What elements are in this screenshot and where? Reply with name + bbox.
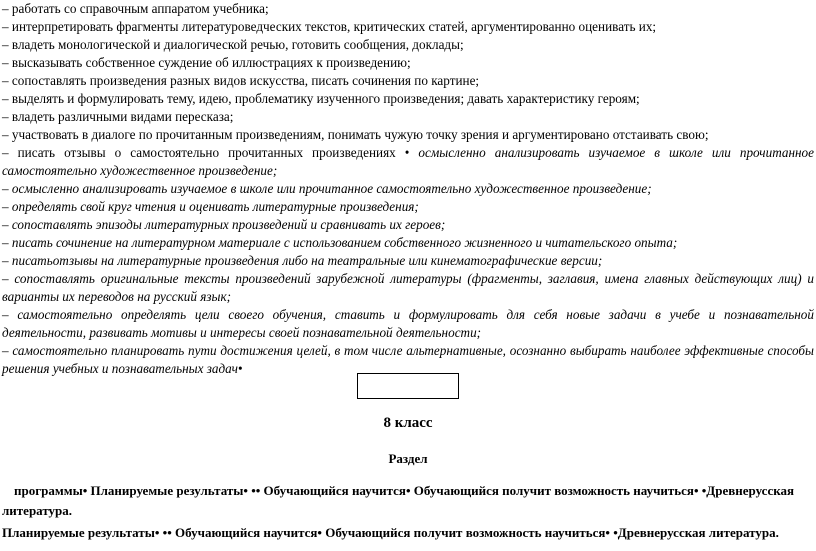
list-item: – владеть монологической и диалогической речью, готовить сообщения, доклады; (2, 37, 464, 52)
grade-heading: 8 класс (383, 415, 433, 431)
list-item: – работать со справочным аппаратом учебника; (2, 1, 269, 16)
list-item: – осмысленно анализировать изучаемое в школе или прочитанное самостоятельно художественное произведение; (2, 181, 652, 196)
list-item: – выделять и формулировать тему, идею, проблематику изученного произведения; давать характеристику героям; (2, 91, 640, 106)
bold-paragraph: программы• Планируемые результаты• •• Обучающийся научится• Обучающийся получит возможность научиться• •Древнерусская литература. (2, 483, 795, 518)
list-item: – определять свой круг чтения и оценивать литературные произведения; (2, 199, 419, 214)
bold-paragraph: Планируемые результаты• •• Обучающийся научится• Обучающийся получит возможность научиться• •Древнерусская литература. (2, 525, 779, 540)
mixed-list-item (2, 144, 814, 180)
mixed-normal-text: – писать отзывы о самостоятельно прочитанных произведениях (2, 145, 405, 160)
bullet-icon: • (404, 145, 410, 160)
list-item: – сопоставлять оригинальные тексты произведений зарубежной литературы (фрагменты, заглавия, имена главных действующих лиц) и варианты их переводов на русский язык; (2, 271, 814, 304)
list-item: – писать сочинение на литературном материале с использованием собственного жизненного и читательского опыта; (2, 235, 678, 250)
list-item: – сопоставлять произведения разных видов искусства, писать сочинения по картине; (2, 73, 480, 88)
section-label: Раздел (388, 451, 428, 466)
list-item: – писатьотзывы на литературные произведения либо на театральные или кинематографические версии; (2, 253, 603, 268)
empty-box (357, 373, 459, 399)
list-item: – владеть различными видами пересказа; (2, 109, 234, 124)
list-item: – сопоставлять эпизоды литературных произведений и сравнивать их героев; (2, 217, 446, 232)
list-item: – участвовать в диалоге по прочитанным произведениям, понимать чужую точку зрения и аргументировано отстаивать свою; (2, 127, 709, 142)
list-item-text: – самостоятельно планировать пути достижения целей, в том числе альтернативные, осознанно выбирать наиболее эффективные способы решения учебных и познавательных задач (2, 343, 814, 376)
bullet-icon: • (237, 361, 243, 376)
list-item: – высказывать собственное суждение об иллюстрациях к произведению; (2, 55, 411, 70)
mixed-italic-text: осмысленно анализировать изучаемое в школе или прочитанное самостоятельно художественное произведение; (2, 145, 815, 178)
list-item: – самостоятельно определять цели своего обучения, ставить и формулировать для себя новые задачи в учебе и познавательной деятельности, развивать мотивы и интересы своей познавательной деятельности; (2, 307, 814, 340)
list-item: – интерпретировать фрагменты литературоведческих текстов, критических статей, аргументированно оценивать их; (2, 19, 657, 34)
